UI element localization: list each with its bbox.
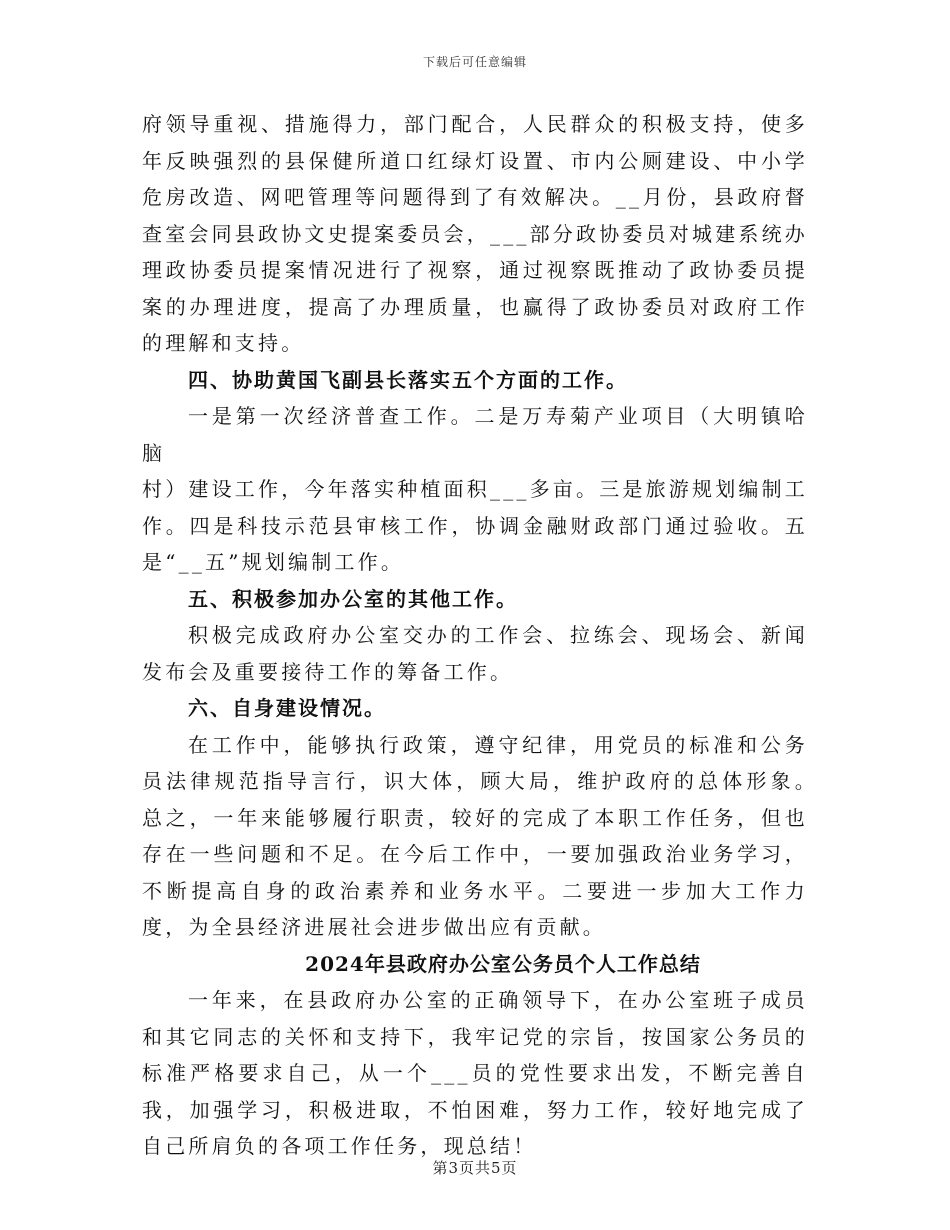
paragraph-section-4-line1: 一是第一次经济普查工作。二是万寿菊产业项目（大明镇哈脑 [142,404,808,465]
paragraph-intro: 一年来，在县政府办公室的正确领导下，在办公室班子成员和其它同志的关怀和支持下，我牢记党的宗旨，按国家公务员的标准严格要求自己，从一个___员的党性要求出发，不断完善自我，加强学习，积极进取，不怕困难，努力工作，较好地完成了自己所肩负的各项工作任务，现总结！ [142,988,808,1158]
page-number-footer: 第3页共5页 [432,1159,518,1177]
document-body [142,106,832,1165]
page-header-note: 下载后可任意编辑 [422,55,527,69]
paragraph-section-6: 在工作中，能够执行政策，遵守纪律，用党员的标准和公务员法律规范指导言行，识大体，顾大局，维护政府的总体形象。 总之，一年来能够履行职责，较好的完成了本职工作任务，但也存在一些问题和不足。在今后工作中，一要加强政治业务学习，不断提高自身的政治素养和业务水平。二要进一步加大工作力度，为全县经济进展社会进步做出应有贡献。 [142,732,832,939]
paragraph-section-4: 村）建设工作，今年落实种植面积___多亩。三是旅游规划编制工作。四是科技示范县审核工作，协调金融财政部门通过验收。五是“__五”规划编制工作。 [142,477,808,574]
document-title: 2024年县政府办公室公务员个人工作总结 [305,951,701,976]
paragraph-section-5: 积极完成政府办公室交办的工作会、拉练会、现场会、新闻发布会及重要接待工作的筹备工作。 [142,623,808,684]
paragraph-continued: 府领导重视、措施得力，部门配合，人民群众的积极支持，使多年反映强烈的县保健所道口红绿灯设置、市内公厕建设、中小学危房改造、网吧管理等问题得到了有效解决。__月份，县政府督查室会同县政协文史提案委员会，___部分政协委员对城建系统办理政协委员提案情况进行了视察，通过视察既推动了政协委员提案的办理进度，提高了办理质量，也赢得了政协委员对政府工作的理解和支持。 [142,112,808,355]
section-heading-4: 四、协助黄国飞副县长落实五个方面的工作。 [188,367,628,392]
section-heading-5: 五、积极参加办公室的其他工作。 [188,586,518,611]
section-heading-6: 六、自身建设情况。 [188,696,386,720]
